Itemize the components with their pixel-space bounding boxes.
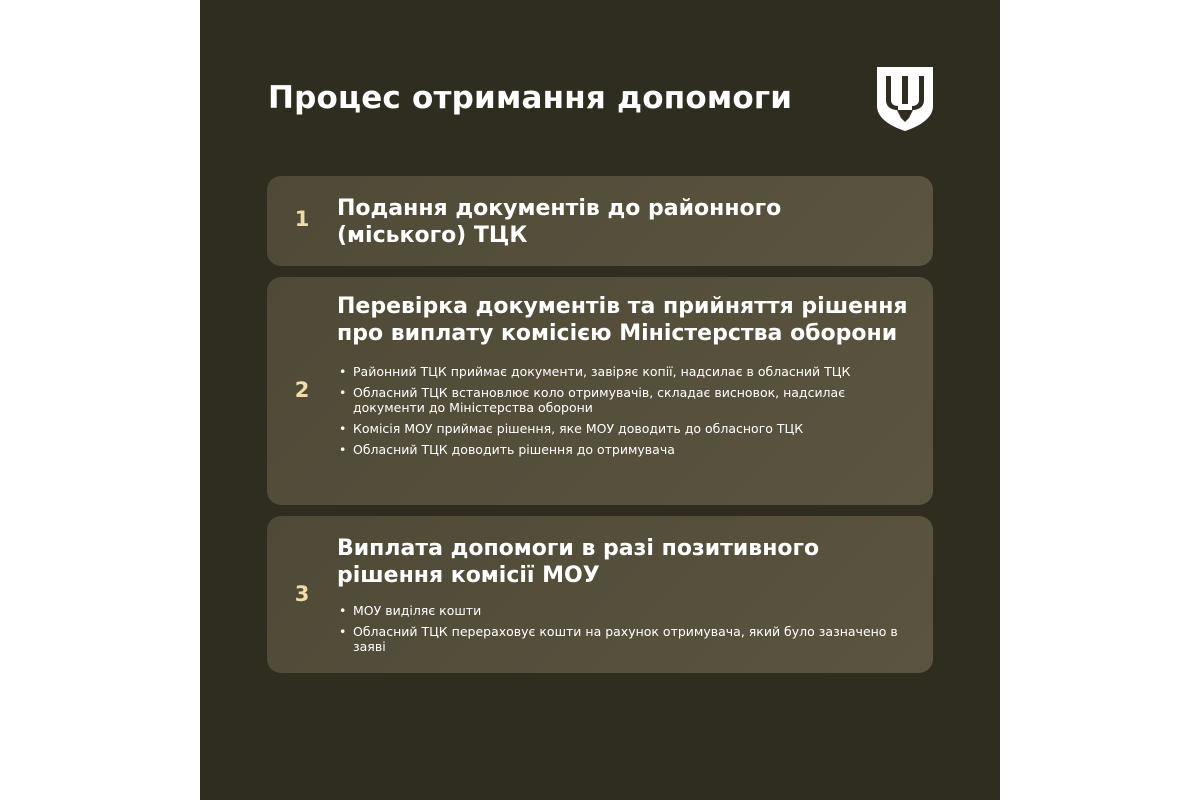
bullet-item: • МОУ виділяє кошти bbox=[339, 603, 909, 618]
step-title: Подання документів до районного (міського) ТЦК bbox=[337, 196, 782, 248]
bullet-item: • Обласний ТЦК доводить рішення до отримувача bbox=[339, 442, 909, 457]
poster-panel bbox=[200, 0, 1000, 800]
step-card-3 bbox=[267, 516, 933, 673]
step-number: 1 bbox=[294, 207, 310, 231]
page-title: Процес отримання допомоги bbox=[268, 80, 793, 116]
bullet-item: • Обласний ТЦК встановлює коло отримувачів, складає висновок, надсилає документи до Міністерства оборони bbox=[339, 385, 909, 415]
step-number: 2 bbox=[294, 378, 310, 402]
bullet-item: • Комісія МОУ приймає рішення, яке МОУ доводить до обласного ТЦК bbox=[339, 421, 909, 436]
step-card-2 bbox=[267, 277, 933, 505]
step-title: Перевірка документів та прийняття рішення про виплату комісією Міністерства оборони bbox=[337, 294, 908, 346]
step-bullet-list bbox=[339, 603, 909, 660]
step-title: Виплата допомоги в разі позитивного рішення комісії МОУ bbox=[337, 536, 820, 588]
step-card-1 bbox=[267, 176, 933, 266]
bullet-item: • Районний ТЦК приймає документи, завіряє копії, надсилає в обласний ТЦК bbox=[339, 364, 909, 379]
trident-emblem-icon bbox=[876, 66, 934, 132]
bullet-item: • Обласний ТЦК перераховує кошти на рахунок отримувача, який було зазначено в заяві bbox=[339, 624, 909, 654]
step-number: 3 bbox=[294, 582, 310, 606]
step-bullet-list bbox=[339, 364, 909, 463]
